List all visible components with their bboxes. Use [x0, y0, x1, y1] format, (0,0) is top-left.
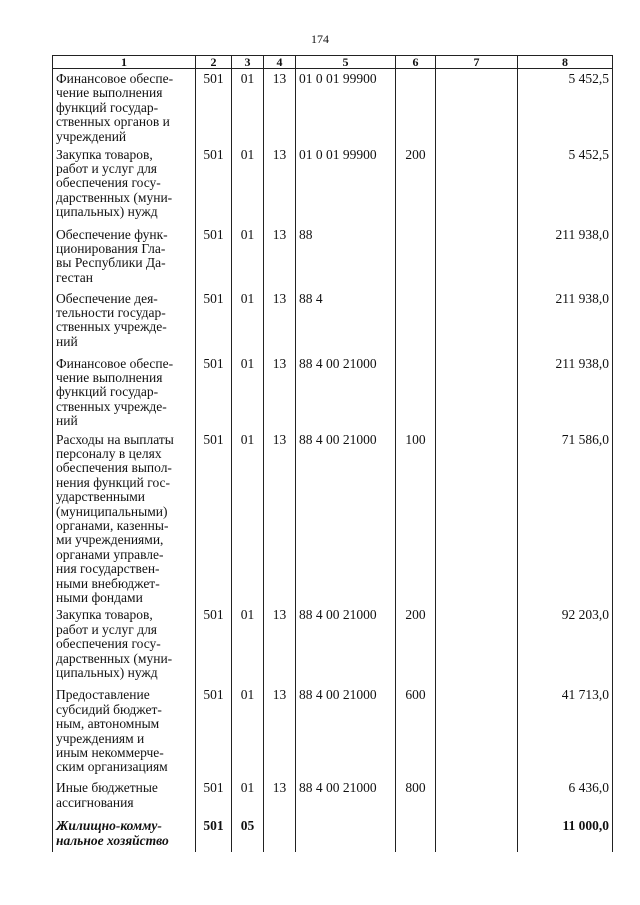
row-name-line: обеспечения госу-	[56, 175, 161, 191]
row-name-line: иным некоммерче-	[56, 745, 164, 760]
row-name-line: Финансовое обеспе-	[56, 71, 174, 86]
cell-subsection: 13	[264, 430, 296, 606]
row-name-line: ударственными	[56, 489, 145, 505]
row-name-line: ципальных) нужд	[56, 665, 158, 680]
cell-amount: 11 000,0	[518, 816, 613, 852]
row-name-line: тельности государ-	[56, 304, 166, 320]
row-name-line: ционирования Гла-	[56, 240, 166, 256]
cell-target-article: 88 4 00 21000	[296, 778, 396, 816]
row-name-line: работ и услуг для	[56, 621, 158, 637]
cell-subsection: 13	[264, 685, 296, 778]
row-name-line: органами управле-	[56, 546, 164, 562]
row-name-line: ния государствен-	[56, 561, 160, 577]
cell-section: 01	[232, 778, 264, 816]
cell-amount: 211 938,0	[518, 225, 613, 289]
cell-target-article	[296, 816, 396, 852]
cell-target-article: 88 4 00 21000	[296, 430, 396, 606]
row-name-line: обеспечения выпол-	[56, 460, 172, 476]
table-row	[53, 605, 613, 685]
row-name	[53, 685, 196, 778]
row-name-line: ственных органов и	[56, 114, 170, 130]
cell-expense-type	[396, 289, 436, 354]
cell-expense-type	[396, 354, 436, 430]
table-row	[53, 225, 613, 289]
cell-amount: 211 938,0	[518, 289, 613, 354]
cell-section: 01	[232, 289, 264, 354]
column-header-7: 7	[436, 56, 518, 69]
column-header-1: 1	[53, 56, 196, 69]
cell-expense-type: 600	[396, 685, 436, 778]
row-name-line: ским организациям	[56, 759, 168, 775]
cell-expense-type: 800	[396, 778, 436, 816]
row-name-line: Финансовое обеспе-	[56, 355, 174, 371]
table-row	[53, 778, 613, 816]
cell-target-article: 01 0 01 99900	[296, 145, 396, 225]
column-header-8: 8	[518, 56, 613, 69]
table-row	[53, 145, 613, 225]
row-name-line: ными фондами	[56, 589, 143, 605]
cell-column-7	[436, 145, 518, 225]
column-header-2: 2	[196, 56, 232, 69]
row-name	[53, 289, 196, 354]
cell-section: 05	[232, 816, 264, 852]
row-name-line: ми учреждениями,	[56, 532, 164, 548]
row-name-line: Предоставление	[56, 687, 150, 703]
row-name-line: ципальных) нужд	[56, 204, 158, 220]
column-header-4: 4	[264, 56, 296, 69]
row-name-line: (муниципальными)	[56, 503, 168, 519]
cell-amount: 6 436,0	[518, 778, 613, 816]
cell-admin-code: 501	[196, 778, 232, 816]
cell-amount: 92 203,0	[518, 605, 613, 685]
row-name-line: функций государ-	[56, 99, 159, 115]
cell-column-7	[436, 605, 518, 685]
table-row	[53, 354, 613, 430]
table-body	[53, 69, 613, 853]
header-row	[53, 56, 613, 69]
cell-expense-type	[396, 816, 436, 852]
row-name	[53, 225, 196, 289]
cell-target-article: 88 4 00 21000	[296, 605, 396, 685]
cell-subsection: 13	[264, 778, 296, 816]
cell-admin-code: 501	[196, 289, 232, 354]
column-header-5: 5	[296, 56, 396, 69]
row-name-line: дарственных (муни-	[56, 650, 173, 666]
row-name	[53, 145, 196, 225]
cell-column-7	[436, 778, 518, 816]
table-row	[53, 685, 613, 778]
row-name-line: дарственных (муни-	[56, 189, 173, 205]
cell-subsection: 13	[264, 69, 296, 145]
row-name-line: субсидий бюджет-	[56, 701, 162, 717]
cell-admin-code: 501	[196, 354, 232, 430]
row-name-line: учреждениям и	[56, 730, 145, 746]
cell-target-article: 01 0 01 99900	[296, 69, 396, 145]
cell-amount: 211 938,0	[518, 354, 613, 430]
column-header-6: 6	[396, 56, 436, 69]
cell-admin-code: 501	[196, 816, 232, 852]
row-name	[53, 430, 196, 606]
row-name-line: Иные бюджетные	[56, 780, 158, 796]
row-name	[53, 778, 196, 816]
cell-section: 01	[232, 605, 264, 685]
cell-target-article: 88 4	[296, 289, 396, 354]
cell-admin-code: 501	[196, 605, 232, 685]
cell-column-7	[436, 289, 518, 354]
row-name-line: ственных учрежде-	[56, 398, 167, 414]
row-name-line: ний	[56, 413, 78, 429]
cell-column-7	[436, 430, 518, 606]
row-name-line: работ и услуг для	[56, 160, 158, 176]
cell-column-7	[436, 816, 518, 852]
cell-expense-type: 200	[396, 605, 436, 685]
row-name-line: чение выполнения	[56, 85, 163, 101]
table-row	[53, 289, 613, 354]
cell-section: 01	[232, 685, 264, 778]
row-name	[53, 354, 196, 430]
cell-expense-type: 200	[396, 145, 436, 225]
row-name-line: вы Республики Да-	[56, 255, 166, 271]
row-name-line: Обеспечение функ-	[56, 226, 168, 242]
cell-amount: 5 452,5	[518, 145, 613, 225]
cell-amount: 41 713,0	[518, 685, 613, 778]
cell-subsection	[264, 816, 296, 852]
row-name-line: обеспечения госу-	[56, 636, 161, 652]
cell-admin-code: 501	[196, 430, 232, 606]
cell-column-7	[436, 69, 518, 145]
cell-target-article: 88 4 00 21000	[296, 685, 396, 778]
row-name-line: функций государ-	[56, 384, 159, 400]
cell-subsection: 13	[264, 354, 296, 430]
cell-section: 01	[232, 430, 264, 606]
cell-target-article: 88 4 00 21000	[296, 354, 396, 430]
row-name	[53, 69, 196, 145]
cell-admin-code: 501	[196, 69, 232, 145]
row-name-line: Закупка товаров,	[56, 607, 153, 623]
cell-admin-code: 501	[196, 685, 232, 778]
row-name-line: гестан	[56, 269, 93, 285]
cell-column-7	[436, 354, 518, 430]
cell-column-7	[436, 225, 518, 289]
row-name-line: ным, автономным	[56, 716, 160, 732]
row-name-line: персоналу в целях	[56, 445, 162, 461]
row-name-line: нальное хозяйство	[56, 832, 169, 848]
cell-expense-type: 100	[396, 430, 436, 606]
row-name-line: Закупка товаров,	[56, 146, 153, 162]
row-name-line: ассигнования	[56, 794, 134, 810]
cell-target-article: 88	[296, 225, 396, 289]
cell-expense-type	[396, 225, 436, 289]
cell-subsection: 13	[264, 225, 296, 289]
page-number: 174	[311, 32, 329, 46]
cell-section: 01	[232, 354, 264, 430]
table-row	[53, 816, 613, 852]
cell-subsection: 13	[264, 289, 296, 354]
cell-section: 01	[232, 225, 264, 289]
column-header-3: 3	[232, 56, 264, 69]
table-row	[53, 430, 613, 606]
row-name-line: Расходы на выплаты	[56, 431, 174, 447]
cell-subsection: 13	[264, 605, 296, 685]
row-name	[53, 816, 196, 852]
cell-amount: 5 452,5	[518, 69, 613, 145]
cell-section: 01	[232, 145, 264, 225]
cell-admin-code: 501	[196, 145, 232, 225]
row-name-line: Обеспечение дея-	[56, 290, 158, 306]
row-name-line: ний	[56, 333, 78, 349]
row-name-line: ными внебюджет-	[56, 575, 160, 591]
cell-amount: 71 586,0	[518, 430, 613, 606]
row-name	[53, 605, 196, 685]
row-name-line: нения функций гос-	[56, 474, 171, 490]
row-name-line: ственных учрежде-	[56, 319, 167, 335]
table-row	[53, 69, 613, 145]
row-name-line: Жилищно-комму-	[56, 818, 162, 834]
cell-section: 01	[232, 69, 264, 145]
cell-expense-type	[396, 69, 436, 145]
cell-admin-code: 501	[196, 225, 232, 289]
budget-table	[52, 55, 613, 852]
row-name-line: учреждений	[56, 128, 127, 144]
row-name-line: органами, казенны-	[56, 517, 169, 533]
cell-column-7	[436, 685, 518, 778]
cell-subsection: 13	[264, 145, 296, 225]
row-name-line: чение выполнения	[56, 369, 163, 385]
